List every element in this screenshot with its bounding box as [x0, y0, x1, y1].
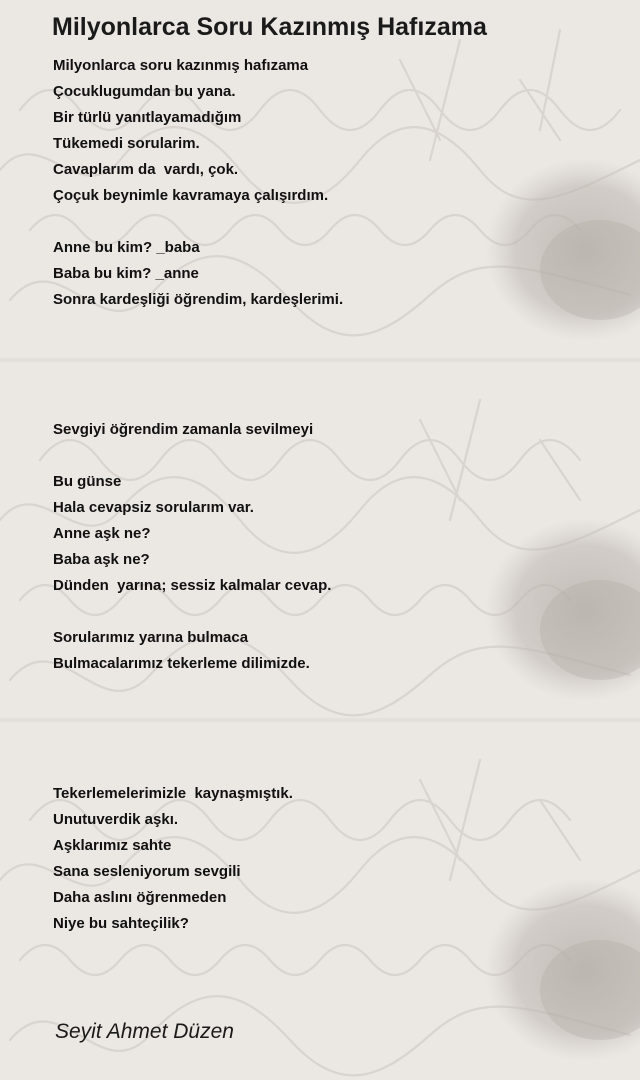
poem-line: Tekerlemelerimizle kaynaşmıştık. — [53, 785, 293, 802]
poem-line: Baba aşk ne? — [53, 551, 150, 568]
poem-line: Niye bu sahteçilik? — [53, 915, 189, 932]
stanza-4 — [53, 469, 613, 599]
stanza-gap — [53, 443, 613, 469]
poem-title: Milyonlarca Soru Kazınmış Hafızama — [52, 13, 487, 41]
poem-line: Baba bu kim? _anne — [53, 265, 199, 282]
stanza-gap — [53, 209, 613, 235]
poem-line: Unutuverdik aşkı. — [53, 811, 179, 828]
poem-line: Tükemedi sorularim. — [53, 135, 200, 152]
poem-line: Sana sesleniyorum sevgili — [53, 863, 241, 880]
poem-line: Cavaplarım da vardı, çok. — [53, 161, 239, 178]
poem-line: Anne bu kim? _baba — [53, 239, 200, 256]
stanza-gap — [53, 677, 613, 755]
stanza-gap — [53, 755, 613, 781]
poem-line: Bir türlü yanıtlayamadığım — [53, 109, 242, 126]
poem-line: Bulmacalarımız tekerleme dilimizde. — [53, 655, 310, 672]
poem-line: Hala cevapsiz sorularım var. — [53, 499, 254, 516]
poem-line: Bu günse — [53, 473, 122, 490]
poem-line: Daha aslını öğrenmeden — [53, 889, 227, 906]
poem-line: Aşklarımız sahte — [53, 837, 172, 854]
poem-line: Anne aşk ne? — [53, 525, 151, 542]
stanza-1 — [53, 53, 613, 209]
poem-line: Çocuklugumdan bu yana. — [53, 83, 236, 100]
stanza-gap — [53, 391, 613, 417]
poem-body — [53, 53, 613, 937]
stanza-gap — [53, 599, 613, 625]
stanza-2 — [53, 235, 613, 313]
poem-line: Sevgiyi öğrendim zamanla sevilmeyi — [53, 421, 314, 438]
poem-line: Sorularımız yarına bulmaca — [53, 629, 249, 646]
stanza-6 — [53, 781, 613, 937]
stanza-5 — [53, 625, 613, 677]
poem-line: Sonra kardeşliği öğrendim, kardeşlerimi. — [53, 291, 344, 308]
poem-author: Seyit Ahmet Düzen — [55, 1020, 234, 1043]
stanza-3 — [53, 417, 613, 443]
stanza-gap — [53, 313, 613, 391]
poem-line: Dünden yarına; sessiz kalmalar cevap. — [53, 577, 332, 594]
poem-line: Çoçuk beynimle kavramaya çalışırdım. — [53, 187, 329, 204]
poem-line: Milyonlarca soru kazınmış hafızama — [53, 57, 309, 74]
